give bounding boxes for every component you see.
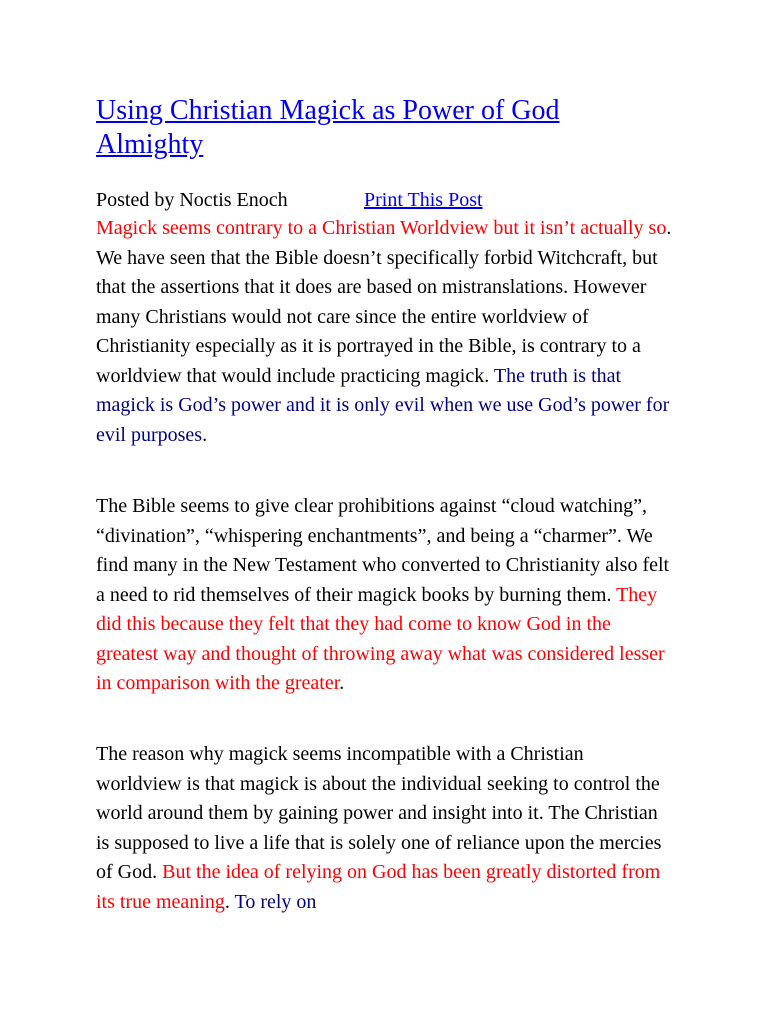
paragraph-2-segment-2: They did this because they felt that they had come to know God in the greatest way and thought of throwing away what was considered lesser in comparison with the greater — [96, 583, 665, 694]
paragraph-3-segment-3: . — [224, 890, 235, 913]
paragraph-3-segment-1: The reason why magick seems incompatible with a Christian worldview is that magick is about the individual seeking to control the world around them by gaining power and insight into it. The Christian is supposed to live a life that is solely one of reliance upon the mercies of God. — [96, 743, 662, 883]
paragraph-1-segment-4: . — [202, 423, 208, 446]
paragraph-3 — [96, 740, 672, 917]
print-this-post-link[interactable]: Print This Post — [364, 189, 483, 211]
paragraph-1-segment-1: Magick seems contrary to a Christian Worldview but it isn’t actually so — [96, 217, 667, 239]
article-title-link[interactable]: Using Christian Magick as Power of God Almighty — [96, 95, 560, 160]
paragraph-1 — [96, 214, 672, 450]
paragraph-3-segment-2: But the idea of relying on God has been greatly distorted from its true meaning — [96, 861, 661, 913]
paragraph-2-segment-1: The Bible seems to give clear prohibitions against “cloud watching”, “divination”, “whispering enchantments”, and being a “charmer”. We find many in the New Testament who converted to Christianity also felt a need to rid themselves of their magick books by burning them. — [96, 495, 670, 606]
paragraph-1-segment-2: . We have seen that the Bible doesn’t specifically forbid Witchcraft, but that the assertions that it does are based on mistranslations. However many Christians would not care since the entire worldview of Christianity especially as it is portrayed in the Bible, is contrary to a worldview that would include practicing magick. — [96, 217, 672, 387]
paragraph-3-segment-4: To rely on — [234, 890, 317, 913]
paragraph-2-segment-3: . — [339, 672, 345, 694]
posted-by-text: Posted by Noctis Enoch — [96, 189, 288, 211]
paragraph-1-segment-3: The truth is that magick is God’s power and it is only evil when we use God’s power for evil purposes — [96, 364, 670, 446]
paragraph-2 — [96, 492, 672, 699]
post-meta — [96, 186, 672, 215]
